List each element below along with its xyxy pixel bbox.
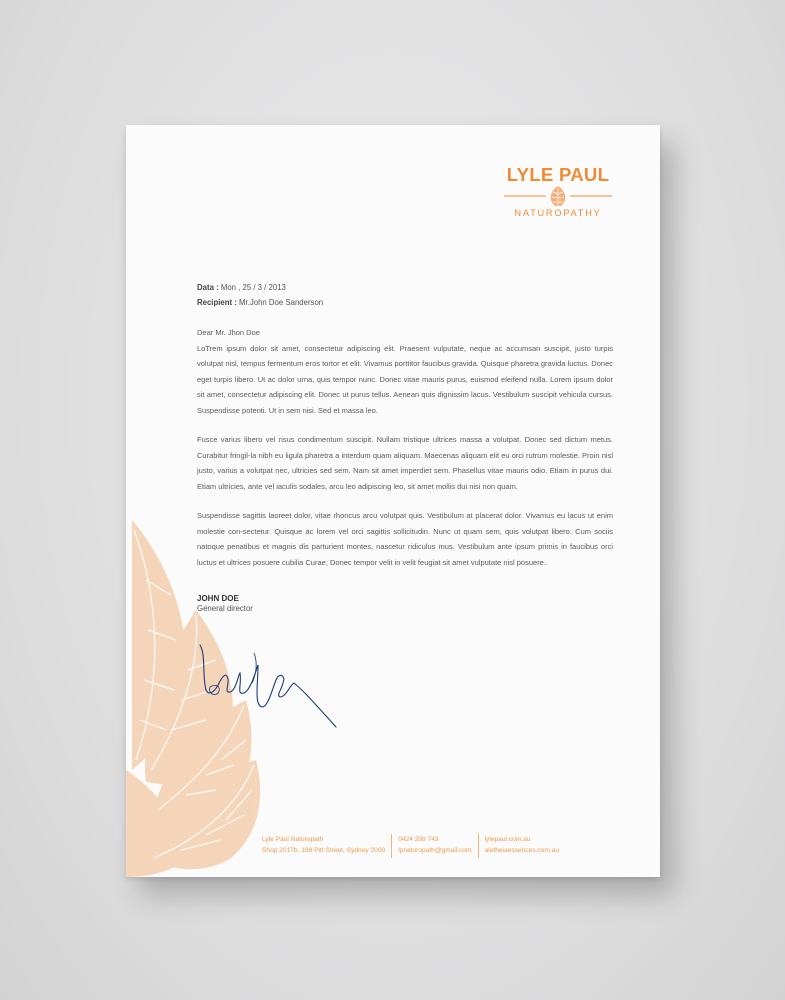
signer-title: General director	[197, 604, 253, 613]
footer-phone[interactable]: 0424 208 743	[398, 836, 439, 843]
signer-name: JOHN DOE	[197, 594, 239, 603]
footer-email[interactable]: lpnaturopath@gmail.com	[398, 847, 472, 854]
footer-contact-block	[391, 834, 477, 858]
letterhead-page	[126, 125, 660, 877]
paragraph-1: LoTrem ipsum dolor sit amet, consectetur adipiscing elit. Praesent vulputate, neque ac accumsan suscipit, justo turpis volutpat nisl, tempus fermentum eros tortor et elit. Vivamus porttitor faucibus gravida. Quisque pharetra gravida luctus. Donec eget turpis libero. Ut ac dolor urna, quis tempor nunc. Donec vitae mauris purus, euismod eleifend nulla. Lorem ipsum dolor sit amet, consectetur adipiscing elit. Donec ut purus tellus. Aenean quis dignissim lacus. Vestibulum suscipit vehicula cursus. Suspendisse potenti. Ut in sem nisi. Sed et massa leo.	[197, 343, 613, 415]
greeting: Dear Mr. Jhon Doe	[197, 328, 260, 337]
footer-address: Shop 2017b, 188 Pitt Street, Sydney 2000	[262, 847, 386, 854]
paragraph-3: Suspendisse sagittis laoreet dolor, vitae rhoncus arcu volutpat quis. Vestibulum at placerat dolor. Vivamus eu lacus ut enim molestie con-sectetur. Quisque ac lorem vel orci sagittis sollicitudin. Nunc ut quam sem, quis volutpat libero. Cum sociis natoque penatibus et magnis dis parturient montes, nascetur ridiculus mus. Vestibulum ante ipsum primis in faucibus orci luctus et ultrices posuere cubilia Curae; Donec tempor velit in velit feugiat sit amet vulputate nisl posuere..	[197, 510, 613, 567]
recipient-line	[197, 295, 323, 310]
handwritten-signature	[196, 635, 346, 730]
brand-logo	[502, 165, 614, 218]
logo-name: LYLE PAUL	[506, 164, 610, 185]
paragraph-2: Fusce varius libero vel risus condimentum suscipit. Nullam tristique ultrices massa a volutpat. Donec sed dictum metus. Curabitur fringil-la nibh eu ligula pharetra a interdum quam aliquam. Maecenas aliquam elit eu orci rutrum molestie. Proin nisl justo, varius a volutpat nec, ultricies sed sem. Nam sit amet imperdiet sem. Phasellus vitae mauris odio. Etiam in purus dui. Etiam ultricies, ante vel iaculis sodales, arcu leo adipiscing leo, sit amet mollis dui nisi non quam.	[197, 435, 613, 491]
leaf-logo-icon	[502, 185, 614, 207]
date-value: Mon , 25 / 3 / 2013	[220, 283, 286, 292]
date-line	[197, 280, 323, 295]
logo-subtitle: NATUROPATHY	[514, 208, 602, 218]
letter-body	[197, 325, 613, 584]
footer-web-block	[478, 834, 565, 858]
date-label: Data :	[197, 283, 219, 292]
footer-website-2[interactable]: aletheiaessences.com.au	[484, 847, 560, 854]
footer-contact	[256, 834, 565, 858]
footer-website[interactable]: lylepaul.com.au	[484, 836, 531, 843]
recipient-label: Recipient :	[197, 298, 237, 307]
letter-meta	[197, 280, 323, 310]
footer-business-name: Lyle Paul Naturopath	[262, 836, 324, 843]
sign-off	[197, 594, 253, 614]
footer-address-block	[256, 834, 391, 858]
recipient-value: Mr.John Doe Sanderson	[239, 298, 324, 307]
